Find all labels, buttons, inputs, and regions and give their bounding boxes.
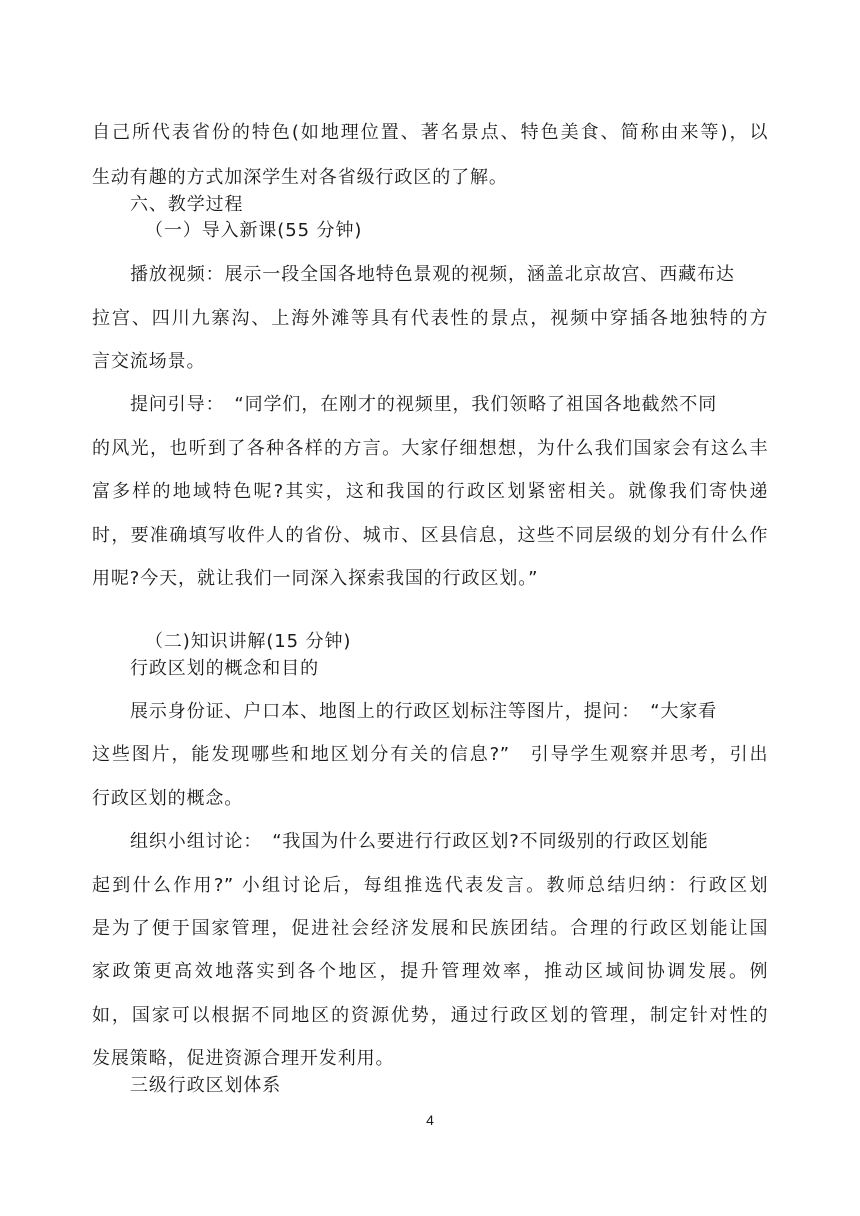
subsection-heading: 行政区划的概念和目的 — [130, 658, 319, 679]
text-line: 家政策更高效地落实到各个地区，提升管理效率，推动区域间协调发展。例 — [92, 961, 768, 982]
text-line: 如，国家可以根据不同地区的资源优势，通过行政区划的管理，制定针对性的 — [92, 1005, 768, 1026]
text-line: 的风光，也听到了各种各样的方言。大家仔细想想，为什么我们国家会有这么丰 — [92, 438, 768, 459]
page-number: 4 — [426, 1112, 434, 1128]
subsection-heading: 三级行政区划体系 — [130, 1075, 282, 1096]
text-line: 自己所代表省份的特色(如地理位置、著名景点、特色美食、简称由来等)，以 — [92, 122, 768, 143]
subsection-heading: （一）导入新课(55 分钟) — [145, 220, 363, 241]
text-line: 起到什么作用?” 小组讨论后，每组推选代表发言。教师总结归纳：行政区划 — [92, 875, 768, 896]
text-line: 是为了便于国家管理，促进社会经济发展和民族团结。合理的行政区划能让国 — [92, 918, 768, 939]
text-line: 组织小组讨论： “我国为什么要进行行政区划?不同级别的行政区划能 — [130, 831, 709, 852]
text-line: 行政区划的概念。 — [92, 788, 244, 809]
text-line: 富多样的地域特色呢?其实，这和我国的行政区划紧密相关。就像我们寄快递 — [92, 481, 768, 502]
section-heading: 六、教学过程 — [130, 194, 244, 215]
subsection-heading: （二)知识讲解(15 分钟) — [145, 631, 352, 652]
text-line: 生动有趣的方式加深学生对各省级行政区的了解。 — [92, 167, 508, 188]
text-line: 提问引导： “同学们，在刚才的视频里，我们领略了祖国各地截然不同 — [130, 394, 718, 415]
text-line: 展示身份证、户口本、地图上的行政区划标注等图片，提问： “大家看 — [130, 701, 718, 722]
text-line: 时，要准确填写收件人的省份、城市、区县信息，这些不同层级的划分有什么作 — [92, 525, 768, 546]
text-line: 言交流场景。 — [92, 351, 206, 372]
text-line: 拉宫、四川九寨沟、上海外滩等具有代表性的景点，视频中穿插各地独特的方 — [92, 308, 768, 329]
text-line: 用呢?今天，就让我们一同深入探索我国的行政区划。” — [92, 568, 539, 589]
text-line: 这些图片，能发现哪些和地区划分有关的信息?” 引导学生观察并思考，引出 — [92, 744, 768, 765]
text-line: 播放视频：展示一段全国各地特色景观的视频，涵盖北京故宫、西藏布达 — [130, 264, 735, 285]
text-line: 发展策略，促进资源合理开发利用。 — [92, 1048, 395, 1069]
